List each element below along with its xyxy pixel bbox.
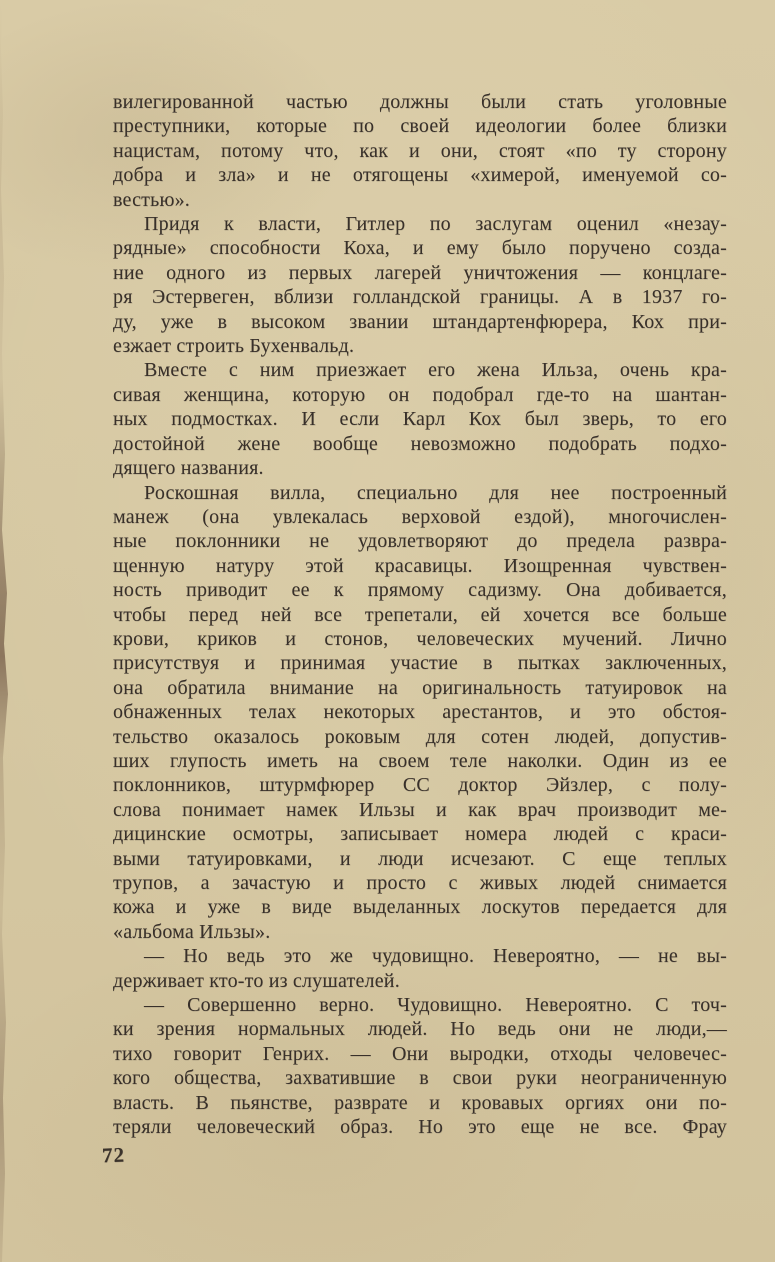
text-line: присутствуя и принимая участие в пытках заключенных, [113,652,727,675]
text-line: выми татуировками, и люди исчезают. С еще теплых [113,847,727,870]
text-line: ных подмостках. И если Карл Кох был зверь, то его [113,408,727,431]
text-line: «альбома Ильзы». [113,920,271,943]
text-line: преступники, которые по своей идеологии более близки [113,115,727,138]
text-line: ря Эстервеген, вблизи голландской границы. А в 1937 го- [113,286,727,309]
text-line: Вместе с ним приезжает его жена Ильза, очень кра- [144,359,727,382]
text-line: трупов, а зачастую и просто с живых людей снимается [113,872,727,894]
text-line: она обратила внимание на оригинальность татуировок на [113,676,727,699]
text-line: обнаженных телах некоторых арестантов, и это обстоя- [113,701,727,724]
text-line: чтобы перед ней все трепетали, ей хочется все больше [113,603,727,626]
text-line: вилегированной частью должны были стать уголовные [113,91,727,113]
text-line: нацистам, потому что, как и они, стоят «по ту сторону [113,139,727,162]
text-line: — Совершенно верно. Чудовищно. Невероятно. С точ- [144,994,727,1017]
page-gutter-tear-edge [0,0,12,1262]
text-line: поклонников, штурмфюрер СС доктор Эйзлер, с полу- [113,774,727,797]
text-line: ду, уже в высоком звании штандартенфюрера, Кох при- [113,310,727,333]
text-line: Придя к власти, Гитлер по заслугам оценил «незау- [144,213,727,236]
text-line: щенную натуру этой красавицы. Изощренная чувствен- [113,554,727,577]
text-line: теряли человеческий образ. Но это еще не все. Фрау [113,1116,727,1139]
text-line: ших глупость иметь на своем теле наколки. Один из ее [113,749,727,772]
text-line: ние одного из первых лагерей уничтожения — концлаге- [113,261,727,284]
text-line: крови, криков и стонов, человеческих мучений. Лично [113,627,727,650]
text-line: слова понимает намек Ильзы и как врач производит ме- [113,798,727,821]
page-text-block [113,90,727,1139]
text-line: тихо говорит Генрих. — Они выродки, отходы человечес- [113,1042,727,1065]
text-line: — Но ведь это же чудовищно. Невероятно, — не вы- [144,945,727,968]
text-line: сивая женщина, которую он подобрал где-то на шантан- [113,383,727,406]
page-number: 72 [101,1142,126,1168]
text-line: власть. В пьянстве, разврате и кровавых оргиях они по- [113,1091,727,1114]
text-line: ные поклонники не удовлетворяют до предела развра- [113,530,727,553]
text-line: добра и зла» и не отягощены «химерой, именуемой со- [113,164,727,187]
text-line: достойной жене вообще невозможно подобрать подхо- [113,432,727,455]
text-line: кожа и уже в виде выделанных лоскутов передается для [113,896,727,919]
text-line: Роскошная вилла, специально для нее построенный [144,481,727,504]
text-line: ки зрения нормальных людей. Но ведь они не люди,— [113,1018,727,1041]
text-line: дящего названия. [113,457,264,480]
text-line: рядные» способности Коха, и ему было поручено созда- [113,237,727,260]
text-line: ность приводит ее к прямому садизму. Она добивается, [113,579,727,602]
text-line: кого общества, захватившие в свои руки неограниченную [113,1067,727,1090]
text-line: езжает строить Бухенвальд. [113,335,355,358]
text-line: вестью». [113,188,190,211]
text-line: дицинские осмотры, записывает номера людей с краси- [113,823,727,846]
text-line: тельство оказалось роковым для сотен людей, допустив- [113,725,727,748]
text-line: манеж (она увлекалась верховой ездой), многочислен- [113,505,727,528]
text-line: держивает кто-то из слушателей. [113,969,400,992]
